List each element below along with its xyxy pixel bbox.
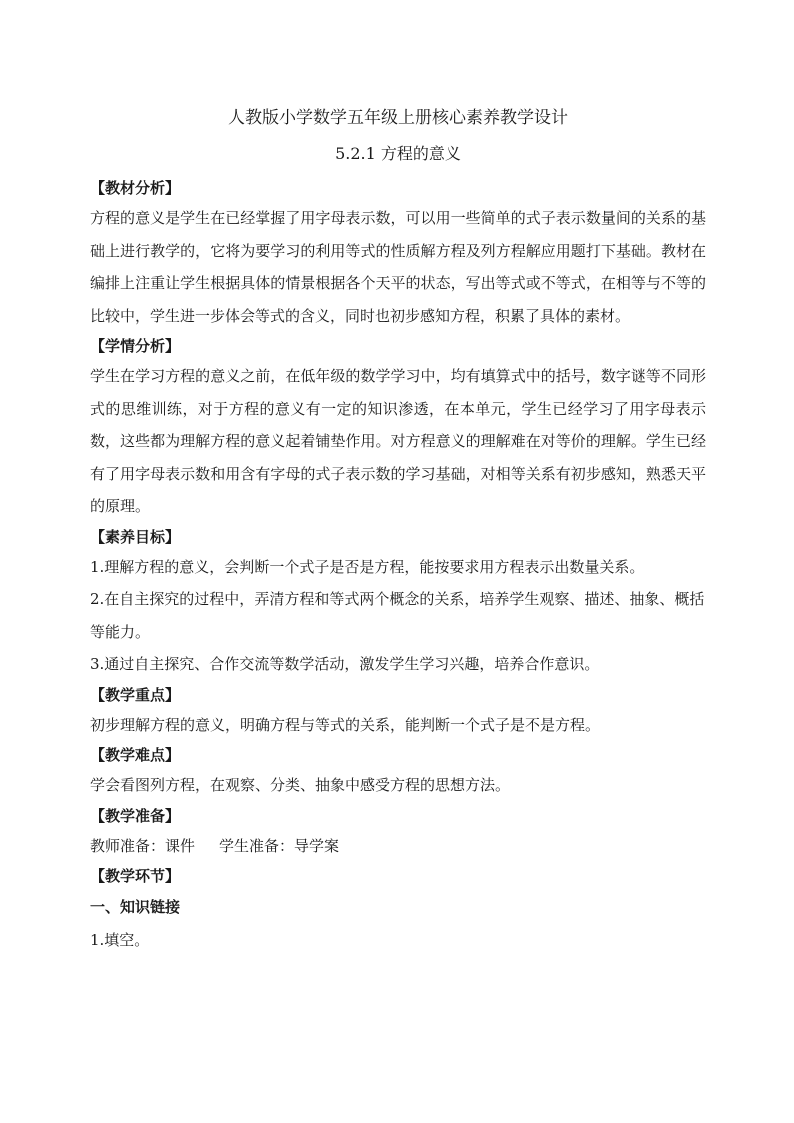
document-page	[90, 100, 706, 957]
difficulties-text: 学会看图列方程，在观察、分类、抽象中感受方程的思想方法。	[90, 776, 511, 794]
procedure-step-1: 1.填空。	[90, 931, 150, 949]
heading-textbook-analysis: 【教材分析】	[90, 179, 181, 197]
procedure-part-1: 一、知识链接	[90, 898, 181, 916]
lesson-title: 5.2.1 方程的意义	[335, 144, 461, 163]
goal-item-2: 2.在自主探究的过程中，弄清方程和等式两个概念的关系，培养学生观察、描述、抽象、概括等能力。	[90, 590, 705, 641]
student-analysis-text: 学生在学习方程的意义之前，在低年级的数学学习中，均有填算式中的括号，数字谜等不同形式的思维训练，对于方程的意义有一定的知识渗透，在本单元，学生已经学习了用字母表示数，这些都为理解方程的意义起着铺垫作用。对方程意义的理解难在对等价的理解。学生已经有了用字母表示数和用含有字母的式子表示数的学习基础，对相等关系有初步感知，熟悉天平的原理。	[90, 367, 706, 515]
heading-key-points: 【教学重点】	[90, 685, 181, 704]
heading-procedure: 【教学环节】	[90, 867, 181, 885]
preparation-line	[90, 830, 706, 863]
student-preparation: 学生准备：导学案	[219, 836, 340, 855]
goal-item-3: 3.通过自主探究、合作交流等数学活动，激发学生学习兴趣，培养合作意识。	[90, 655, 600, 673]
teacher-preparation: 教师准备：课件	[90, 836, 196, 855]
heading-difficulties: 【教学难点】	[90, 746, 181, 764]
textbook-analysis-text: 方程的意义是学生在已经掌握了用字母表示数，可以用一些简单的式子表示数量间的关系的基础上进行教学的，它将为要学习的利用等式的性质解方程及列方程解应用题打下基础。教材在编排上注重让学生根据具体的情景根据各个天平的状态，写出等式或不等式，在相等与不等的比较中，学生进一步体会等式的含义，同时也初步感知方程，积累了具体的素材。	[90, 209, 706, 325]
document-title: 人教版小学数学五年级上册核心素养教学设计	[228, 108, 568, 128]
key-points-text: 初步理解方程的意义，明确方程与等式的关系，能判断一个式子是不是方程。	[90, 715, 601, 734]
heading-preparation: 【教学准备】	[90, 806, 181, 825]
goal-item-1: 1.理解方程的意义，会判断一个式子是否是方程，能按要求用方程表示出数量关系。	[90, 557, 645, 576]
heading-goals: 【素养目标】	[90, 527, 181, 546]
heading-student-analysis: 【学情分析】	[90, 337, 181, 355]
